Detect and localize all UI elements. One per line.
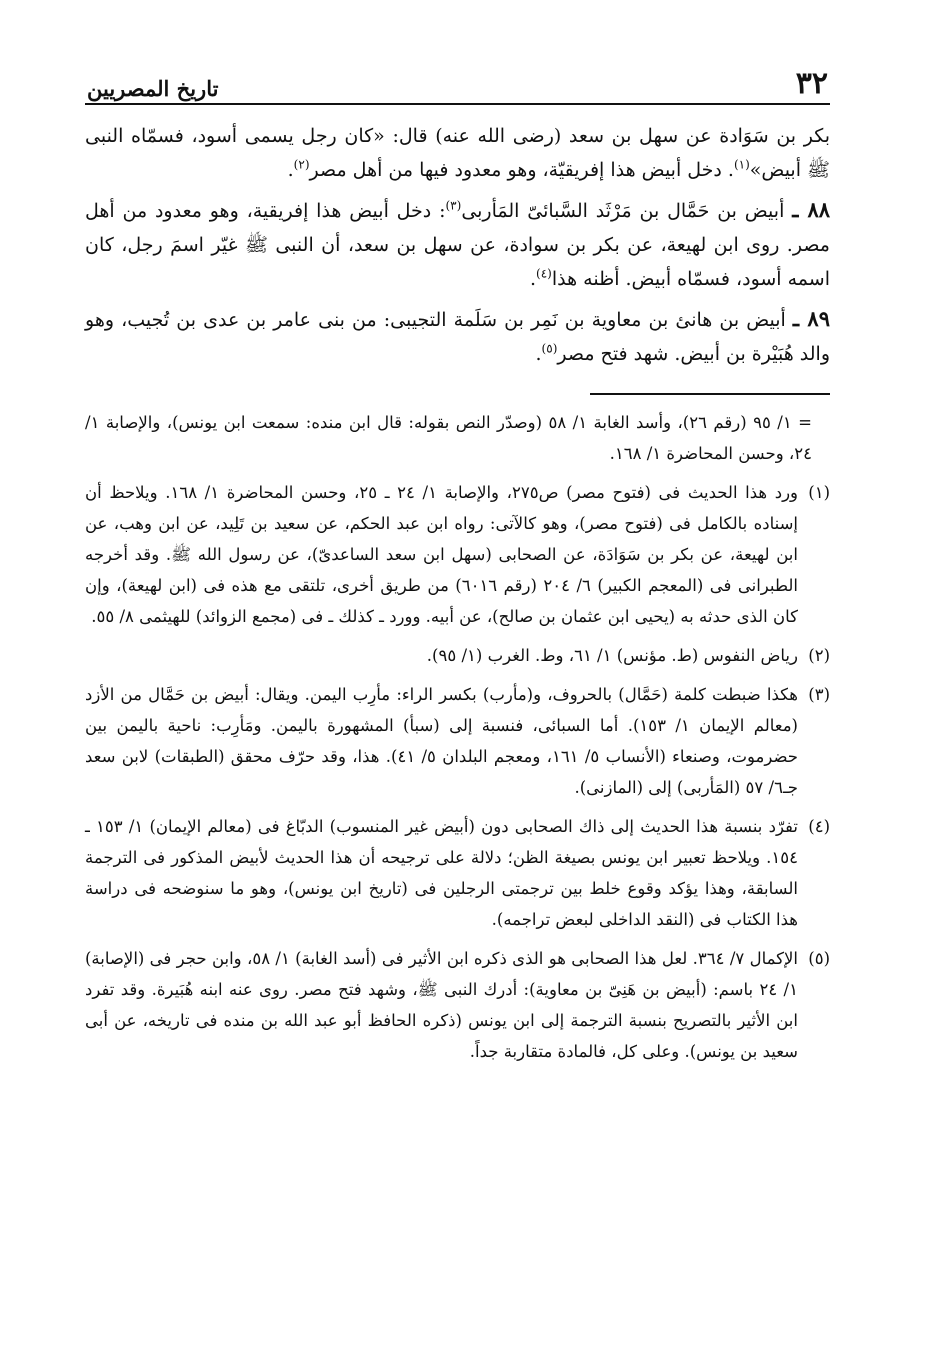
footnote-5	[85, 943, 830, 1067]
footnotes	[85, 407, 830, 1067]
entry-88	[85, 193, 830, 296]
footnote-text: هكذا ضبطت كلمة (حَمَّال) بالحروف، و(مأرب) بكسر الراء: مأرِب اليمن. ويقال: أبيض بن حَمَّال من الأزد (معالم الإيمان ١/ ١٥٣). أما السبائى، فنسبة إلى (سبأ) المشهورة باليمن. ومَأرِب: ناحية باليمن بين حضرموت، وصنعاء (الأنساب ٥/ ١٦١، ومعجم البلدان ٥/ ٤١). هذا، وقد حرّف محقق (الطبقات) لابن سعد جـ٦/ ٥٧ (المَأربى) إلى (المازنى).	[85, 685, 799, 797]
footnote-text: الإكمال ٧/ ٣٦٤. لعل هذا الصحابى هو الذى ذكره ابن الأثير فى (أسد الغابة) ١/ ٥٨، وابن حجر فى (الإصابة) ١/ ٢٤ باسم: (أبيض بن هَنِىّ بن معاوية): أدرك النبى ﷺ، وشهد فتح مصر. روى عنه ابنه هُبَيرة. وقد تفرد ابن الأثير بالتصريح بنسبة الترجمة إلى ابن يونس (ذكره الحافظ أبو عبد الله بن منده فى تاريخه، عن أبى سعيد بن يونس). وعلى كل، فالمادة متقاربة جداً.	[85, 949, 799, 1061]
footnote-2	[85, 640, 830, 671]
entry-text: : دخل أبيض هذا إفريقية، وهو معدود من أهل مصر. روى ابن لهيعة، عن بكر بن سوادة، عن سهل بن سعد، أن النبى ﷺ غيّر اسمَ رجل، كان اسمه أسود، فسمّاه أبيض. أظنه هذا	[85, 200, 830, 290]
paragraph-continuation	[85, 119, 830, 187]
footnote-ref: (٤)	[536, 266, 552, 281]
page-header	[85, 55, 830, 105]
footnote-text: رياض النفوس (ط. مؤنس) ١/ ٦١، وط. الغرب (١/ ٩٥).	[426, 646, 798, 665]
footnote-continuation: = ١/ ٩٥ (رقم ٢٦)، وأسد الغابة ١/ ٥٨ (وصدّر النص بقوله: قال ابن منده: سمعت ابن يونس)، والإصابة ١/ ٢٤، وحسن المحاضرة ١/ ١٦٨.	[85, 413, 812, 463]
footnote-ref: (٣)	[445, 198, 462, 213]
footnote-ref: (١)	[733, 157, 750, 172]
entry-text: أبيض بن حَمَّال بن مَرْثَد السَّبائىّ المَأربى	[461, 200, 793, 222]
footnote-ref: (٢)	[293, 157, 310, 172]
entry-text: .	[535, 343, 542, 365]
running-title: تاريخ المصريين	[87, 76, 219, 101]
entry-text: .	[529, 268, 537, 290]
main-text	[85, 119, 830, 371]
footnote-text: تفرّد بنسبة هذا الحديث إلى ذاك الصحابى دون (أبيض غير المنسوب) الدبّاغ فى (معالم الإيمان) ١/ ١٥٣ ـ ١٥٤. ويلاحظ تعبير ابن يونس بصيغة الظن؛ دلالة على ترجيحه أن هذا الحديث لأبيض المذكور فى الترجمة السابقة، وهذا يؤكد وقوع خلط بين ترجمتى الرجلين فى (تاريخ ابن يونس)، وهو ما سنوضحه فى دراسة هذا الكتاب فى (النقد الداخلى لبعض تراجمه).	[85, 817, 798, 929]
footnote-separator	[590, 393, 830, 395]
entry-number: ٨٨ ـ	[792, 197, 830, 222]
footnote-1	[85, 477, 830, 632]
entry-text: أبيض بن هانئ بن معاوية بن نَمِر بن سَلَمة التجيبى: من بنى عامر بن عدى بن تُجيب، وهو والد هُبَيْرة بن أبيض. شهد فتح مصر	[85, 309, 830, 365]
paragraph-text: . دخل أبيض هذا إفريقيّة، وهو معدود فيها من أهل مصر	[309, 159, 734, 181]
entry-89	[85, 302, 830, 371]
paragraph-text: .	[287, 159, 294, 181]
footnote-number: (١)	[808, 483, 830, 502]
entry-number: ٨٩ ـ	[792, 306, 830, 331]
page-number: ٣٢	[795, 66, 828, 101]
book-page	[85, 55, 830, 1345]
footnote-ref: (٥)	[541, 341, 558, 356]
footnote-number: (٤)	[808, 817, 830, 836]
paragraph-text: بكر بن سَوَادة عن سهل بن سعد (رضى الله عنه) قال: «كان رجل يسمى أسود، فسمّاه النبى ﷺ أبيض»	[85, 125, 830, 181]
footnote-text: ورد هذا الحديث فى (فتوح مصر) ص٢٧٥، والإصابة ١/ ٢٤ ـ ٢٥، وحسن المحاضرة ١/ ١٦٨. ويلاحظ أن إسناده بالكامل فى (فتوح مصر)، وهو كالآتى: رواه ابن عبد الحكم، عن سعيد بن تَلِيد، عن ابن وهب، عن ابن لهيعة، عن بكر بن سَوَادَة، عن الصحابى (سهل ابن سعد الساعدىّ)، عن رسول الله ﷺ. وقد أخرجه الطبرانى فى (المعجم الكبير) ٦/ ٢٠٤ (رقم ٦٠١٦) من طريق أخرى، تلتقى مع هذه فى (ابن لهيعة)، وإن كان الذى حدثه به (يحيى ابن عثمان بن صالح)، عن أبيه. وورد ـ كذلك ـ فى (مجمع الزوائد) للهيثمى ٨/ ٥٥.	[85, 483, 799, 626]
footnote-number: (٥)	[808, 949, 830, 968]
footnote-3	[85, 679, 830, 803]
footnote-number: (٣)	[808, 685, 830, 704]
footnote-4	[85, 811, 830, 935]
footnote-number: (٢)	[808, 646, 830, 665]
